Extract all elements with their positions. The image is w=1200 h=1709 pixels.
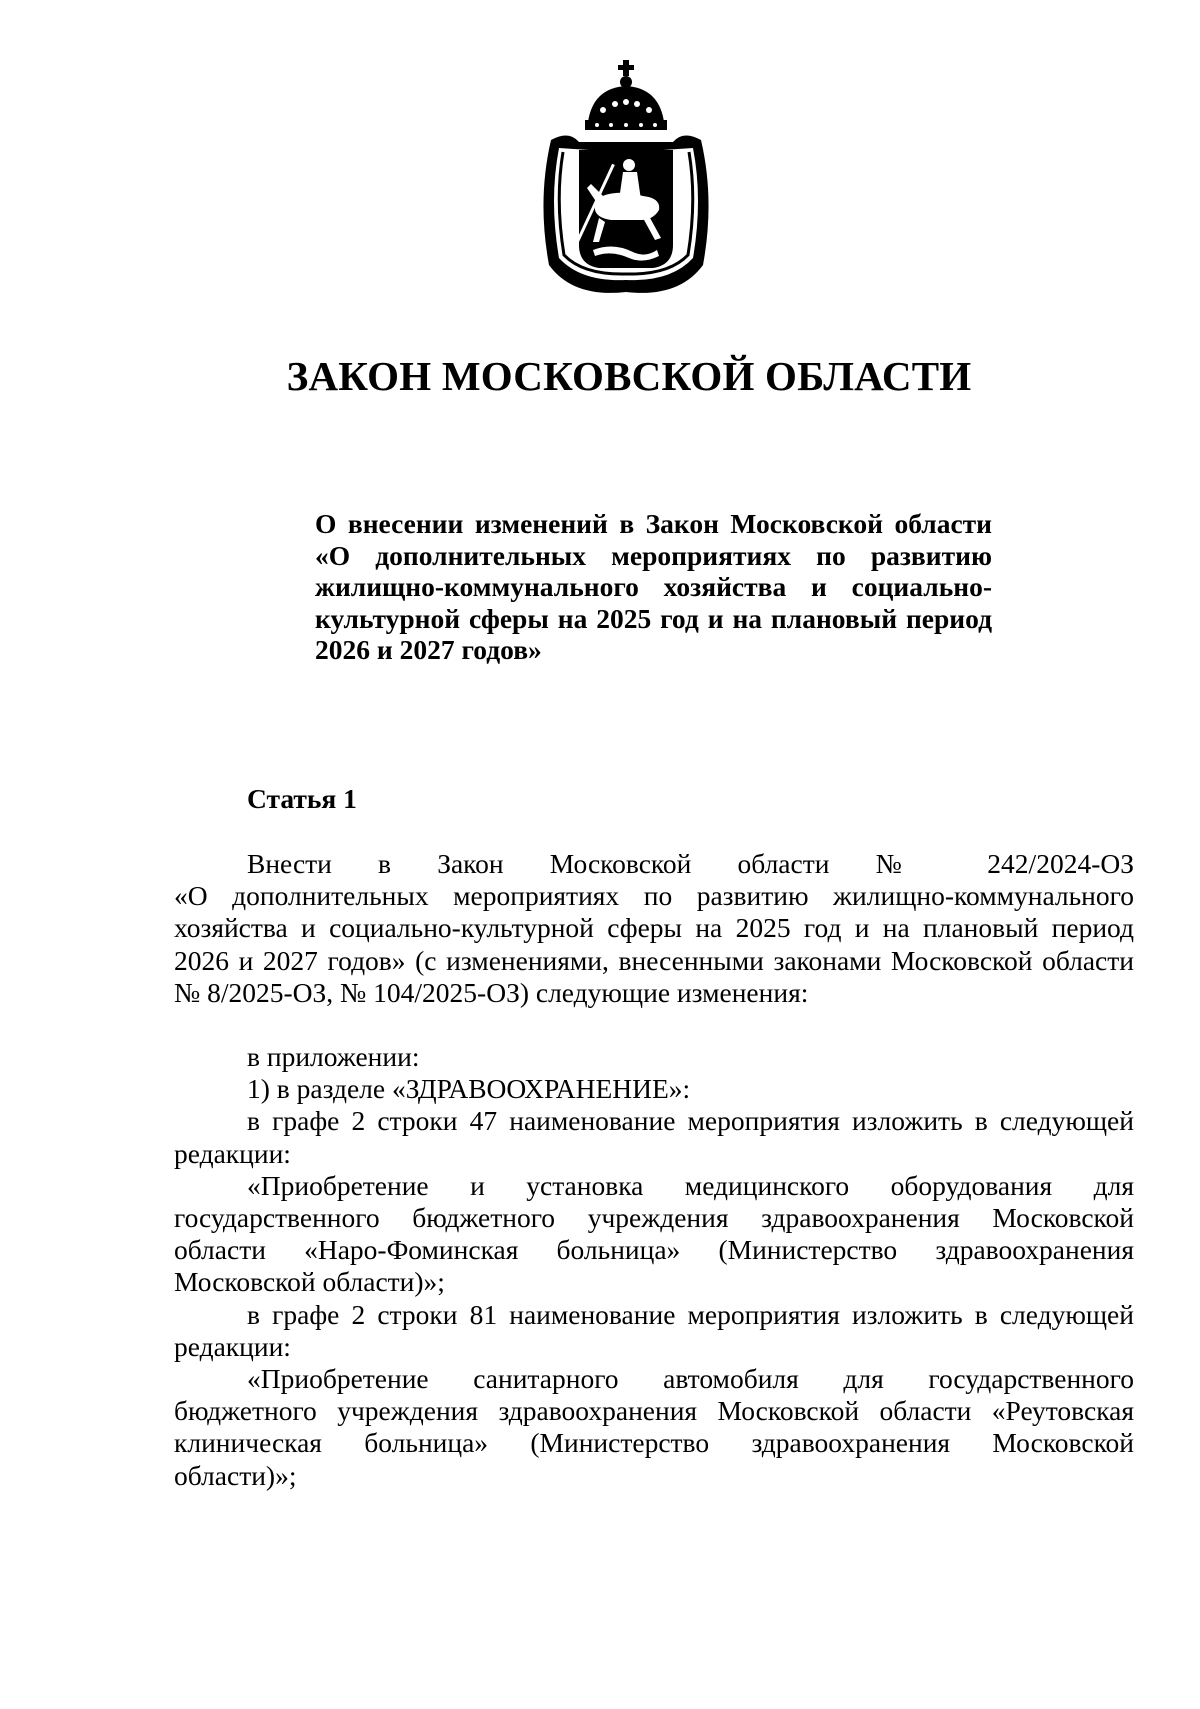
paragraph-line: «Приобретение санитарного автомобиля для государственного — [247, 1363, 1134, 1395]
paragraph-line: «О дополнительных мероприятиях по развитию жилищно-коммунального — [174, 880, 1134, 912]
subtitle-line: «О дополнительных мероприятиях по развитию — [315, 539, 992, 571]
subtitle-line: О внесении изменений в Закон Московской области — [315, 508, 992, 539]
subtitle-line: 2026 и 2027 годов» — [315, 634, 542, 665]
spacer — [174, 1009, 1134, 1041]
paragraph-line: «Приобретение и установка медицинского оборудования для — [247, 1169, 1134, 1201]
paragraph-line: государственного бюджетного учреждения здравоохранения Московской — [174, 1202, 1134, 1234]
paragraph-line: редакции: — [174, 1137, 291, 1169]
paragraph-line: в приложении: — [247, 1041, 420, 1073]
paragraph-line: клиническая больница» (Министерство здравоохранения Московской — [174, 1427, 1134, 1459]
paragraph-line: хозяйства и социально-культурной сферы на 2025 год и на плановый период — [174, 912, 1134, 944]
coat-of-arms-moscow-oblast-icon — [533, 60, 719, 300]
paragraph-line: в графе 2 строки 47 наименование мероприятия изложить в следующей — [247, 1105, 1134, 1137]
paragraph-line: 1) в разделе «ЗДРАВООХРАНЕНИЕ»: — [247, 1073, 691, 1105]
paragraph-line: области «Наро-Фоминская больница» (Министерство здравоохранения — [174, 1234, 1134, 1266]
law-subtitle — [315, 508, 992, 666]
article-body — [174, 848, 1134, 1492]
subtitle-line: жилищно-коммунального хозяйства и социально- — [315, 571, 992, 602]
document-title: ЗАКОН МОСКОВСКОЙ ОБЛАСТИ — [286, 353, 972, 399]
paragraph-line: Московской области)»; — [174, 1266, 445, 1298]
paragraph-line: № 8/2025-ОЗ, № 104/2025-ОЗ) следующие изменения: — [174, 976, 809, 1008]
article-heading: Статья 1 — [247, 783, 357, 814]
paragraph-line: редакции: — [174, 1330, 291, 1362]
paragraph-line: бюджетного учреждения здравоохранения Московской области «Реутовская — [174, 1395, 1134, 1427]
paragraph-line: 2026 и 2027 годов» (с изменениями, внесенными законами Московской области — [174, 944, 1134, 976]
paragraph-line: области)»; — [174, 1459, 297, 1491]
subtitle-line: культурной сферы на 2025 год и на плановый период — [315, 602, 992, 634]
paragraph-line: в графе 2 строки 81 наименование мероприятия изложить в следующей — [247, 1298, 1134, 1330]
paragraph-line: Внести в Закон Московской области № 242/2024-ОЗ — [247, 848, 1134, 879]
